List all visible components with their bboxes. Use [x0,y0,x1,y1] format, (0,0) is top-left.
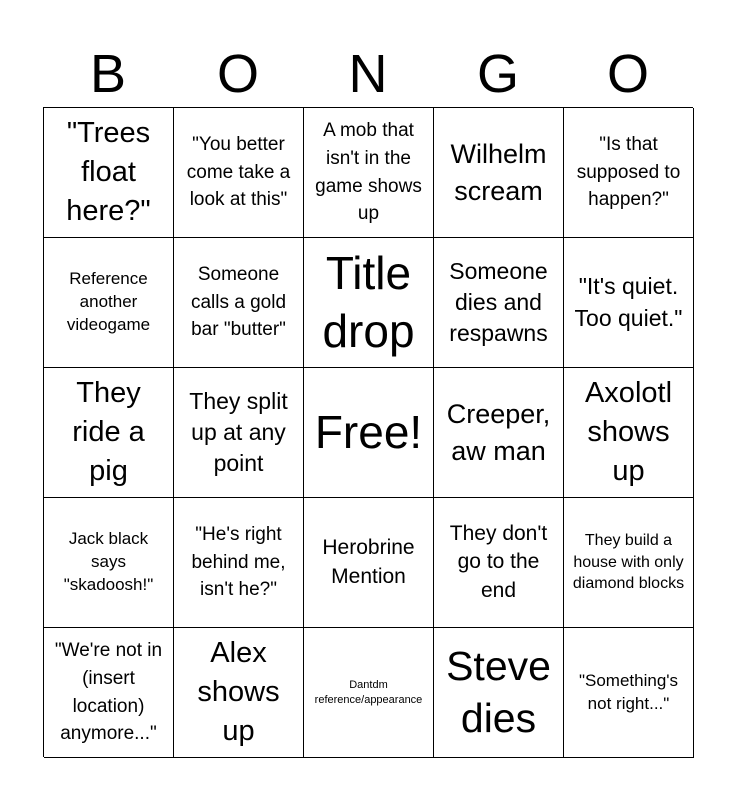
bingo-cell[interactable] [174,238,304,368]
cell-text: Axolotl shows up [584,376,673,488]
bingo-cell[interactable] [44,238,174,368]
cell-text: "You better come take a look at this" [186,134,291,211]
header-letter-g: G [476,44,519,104]
header-letter-o-first: O [216,44,259,104]
bingo-cell[interactable] [304,498,434,628]
cell-text: Someone dies and respawns [449,257,548,347]
header-letter-n: N [348,44,388,104]
bingo-board [43,107,693,757]
bingo-cell[interactable] [304,108,434,238]
cell-text: Herobrine Mention [322,536,415,588]
bingo-cell[interactable] [434,498,564,628]
cell-text: "Is that supposed to happen?" [576,134,681,211]
bingo-cell[interactable] [174,368,304,498]
bingo-cell[interactable] [44,628,174,758]
bingo-cell[interactable] [564,238,694,368]
cell-text: Wilhelm scream [450,139,547,206]
cell-text: They split up at any point [189,387,288,477]
cell-text: They don't go to the end [449,521,548,602]
bingo-cell[interactable] [564,498,694,628]
cell-text: They build a house with only diamond blocks [572,532,685,593]
cell-text: Creeper, aw man [446,399,551,466]
bingo-header [43,40,693,108]
bingo-cell[interactable] [304,238,434,368]
bingo-cell[interactable] [174,108,304,238]
cell-text: Someone calls a gold bar "butter" [190,264,287,341]
free-space-cell[interactable] [304,368,434,498]
bingo-cell[interactable] [434,238,564,368]
cell-text: Jack black says "skadoosh!" [63,529,154,594]
cell-text: Steve dies [446,643,551,741]
cell-text: "We're not in (insert location) anymore..." [54,640,163,745]
cell-text: "Trees float here?" [66,116,151,228]
bingo-cell[interactable] [564,628,694,758]
cell-text: Title drop [322,247,415,357]
cell-text: Dantdm reference/appearance [314,679,423,706]
bingo-cell[interactable] [174,498,304,628]
cell-text: They ride a pig [72,376,145,488]
cell-text: A mob that isn't in the game shows up [315,120,422,225]
bingo-cell[interactable] [564,108,694,238]
cell-text: Reference another videogame [66,269,151,334]
bingo-cell[interactable] [44,368,174,498]
bingo-cell[interactable] [304,628,434,758]
bingo-cell[interactable] [564,368,694,498]
header-letter-o-last: O [606,44,649,104]
bingo-cell[interactable] [44,108,174,238]
bingo-cell[interactable] [44,498,174,628]
free-space-text: Free! [314,405,423,458]
bingo-cell[interactable] [434,108,564,238]
bingo-cell[interactable] [434,368,564,498]
cell-text: Alex shows up [197,636,280,748]
cell-text: "He's right behind me, isn't he?" [191,524,286,601]
header-letter-b: B [89,44,127,104]
bingo-cell[interactable] [174,628,304,758]
cell-text: "It's quiet. Too quiet." [574,273,683,331]
bingo-cell[interactable] [434,628,564,758]
cell-text: "Something's not right..." [578,670,679,713]
